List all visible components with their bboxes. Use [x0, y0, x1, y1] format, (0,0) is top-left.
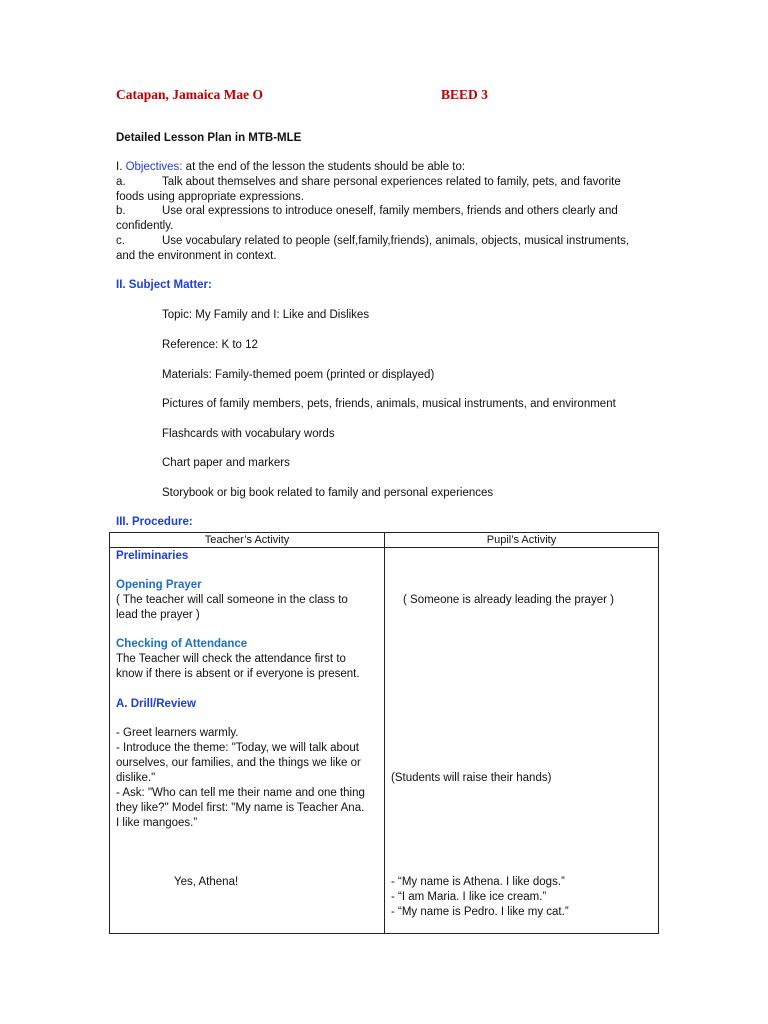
subject-matter-item: Materials: Family-themed poem (printed or displayed)	[162, 369, 435, 381]
activity-table	[109, 532, 659, 934]
attendance-text-line: The Teacher will check the attendance first to	[116, 653, 346, 665]
subject-matter-heading: II. Subject Matter:	[116, 279, 212, 291]
objective-continuation: and the environment in context.	[116, 249, 277, 262]
drill-line: - Ask: "Who can tell me their name and one thing	[116, 787, 365, 799]
author-name: Catapan, Jamaica Mae O	[116, 87, 263, 102]
subject-matter-item: Storybook or big book related to family and personal experiences	[162, 487, 494, 499]
objectives-numeral: I.	[116, 161, 123, 173]
drill-pupil-response: (Students will raise their hands)	[391, 772, 552, 784]
teacher-activity-cell	[110, 548, 385, 934]
objective-item	[116, 234, 656, 249]
attendance-text-line: know if there is absent or if everyone is present.	[116, 668, 360, 680]
course-label: BEED 3	[441, 87, 488, 102]
pupil-activity-cell	[385, 548, 659, 934]
objective-marker: b.	[116, 205, 126, 218]
pupil-reply: - “My name is Pedro. I like my cat.”	[391, 906, 569, 918]
subject-matter-item: Topic: My Family and I: Like and Dislikes	[162, 309, 370, 321]
opening-prayer-pupil-response: ( Someone is already leading the prayer )	[403, 594, 614, 606]
objective-text: Talk about themselves and share personal experiences related to family, pets, and favorite	[162, 175, 621, 188]
subject-matter-item: Flashcards with vocabulary words	[162, 428, 335, 440]
objective-marker: a.	[116, 175, 126, 188]
objective-continuation: foods using appropriate expressions.	[116, 190, 304, 203]
drill-line: - Greet learners warmly.	[116, 727, 239, 739]
subject-matter-item: Reference: K to 12	[162, 339, 258, 351]
objective-continuation: confidently.	[116, 220, 174, 233]
objective-item	[116, 175, 656, 190]
drill-line: - Introduce the theme: "Today, we will talk about	[116, 742, 359, 754]
drill-line: dislike."	[116, 772, 156, 784]
objective-marker: c.	[116, 234, 125, 247]
objective-text: Use oral expressions to introduce oneself, family members, friends and others clearly and	[162, 205, 618, 218]
drill-line: I like mangoes.”	[116, 817, 198, 829]
teacher-activity-header: Teacher’s Activity	[110, 533, 385, 548]
pupil-activity-header: Pupil’s Activity	[385, 533, 659, 548]
pupil-reply: - “My name is Athena. I like dogs.”	[391, 876, 565, 888]
opening-prayer-text-line: ( The teacher will call someone in the class to	[116, 594, 348, 606]
document-header	[116, 87, 676, 105]
objectives-label: Objectives:	[125, 161, 183, 173]
objectives-intro	[116, 160, 656, 175]
pupil-reply: - “I am Maria. I like ice cream.”	[391, 891, 547, 903]
opening-prayer-text-line: lead the prayer )	[116, 609, 200, 621]
opening-prayer-heading: Opening Prayer	[116, 579, 202, 591]
document-title: Detailed Lesson Plan in MTB-MLE	[116, 132, 302, 144]
subject-matter-item: Chart paper and markers	[162, 457, 290, 469]
objectives-section	[116, 160, 656, 264]
procedure-heading: III. Procedure:	[116, 516, 193, 528]
objective-item	[116, 204, 656, 219]
drill-line: ourselves, our families, and the things we like or	[116, 757, 361, 769]
drill-review-heading: A. Drill/Review	[116, 698, 196, 710]
teacher-reply: Yes, Athena!	[174, 876, 239, 888]
objective-text: Use vocabulary related to people (self,family,friends), animals, objects, musical instruments,	[162, 234, 630, 247]
preliminaries-heading: Preliminaries	[116, 550, 189, 562]
drill-line: they like?" Model first: "My name is Teacher Ana.	[116, 802, 365, 814]
attendance-heading: Checking of Attendance	[116, 638, 248, 650]
subject-matter-item: Pictures of family members, pets, friends, animals, musical instruments, and environment	[162, 398, 616, 410]
objectives-intro-text: at the end of the lesson the students should be able to:	[182, 161, 466, 173]
